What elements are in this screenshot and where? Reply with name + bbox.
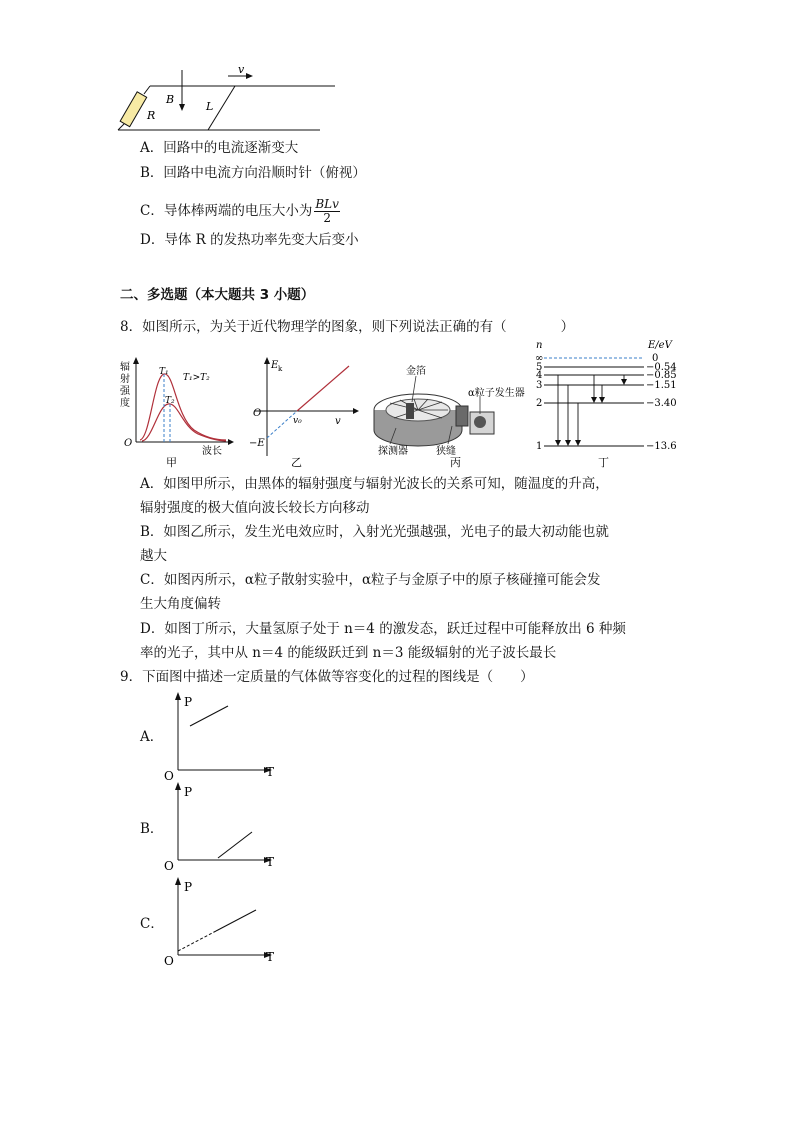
- q9-option-c-label[interactable]: C．: [140, 916, 164, 932]
- q9-stem: 9．下面图中描述一定质量的气体做等容变化的过程的图线是（ ）: [120, 669, 534, 685]
- svg-text:O: O: [164, 769, 174, 782]
- svg-text:v: v: [335, 416, 341, 427]
- label-r: R: [147, 109, 156, 122]
- fig-bing-alpha-scattering: [370, 356, 530, 470]
- svg-text:T: T: [266, 950, 275, 964]
- svg-text:探测器: 探测器: [378, 446, 408, 457]
- svg-text:O: O: [124, 438, 133, 449]
- curve-t1: [140, 374, 226, 440]
- svg-text:α粒子发生器: α粒子发生器: [468, 388, 525, 399]
- q7-rail-figure: [110, 62, 340, 134]
- q8-option-b-cont: 越大: [140, 548, 167, 564]
- label-b: B: [166, 93, 175, 106]
- q8-option-a[interactable]: A．如图甲所示，由黑体的辐射强度与辐射光波长的关系可知，随温度的升高，: [140, 476, 609, 492]
- svg-text:−E: −E: [249, 438, 265, 449]
- svg-text:P: P: [184, 880, 193, 894]
- fraction-denominator: 2: [323, 211, 331, 225]
- fraction-numerator: BLv: [315, 197, 339, 211]
- svg-text:−13.6: −13.6: [646, 441, 677, 452]
- line-c-dashed: [178, 931, 216, 951]
- svg-text:2: 2: [536, 398, 543, 409]
- line-b: [218, 832, 252, 858]
- svg-text:k: k: [278, 365, 283, 373]
- svg-text:E/eV: E/eV: [648, 340, 672, 351]
- q7-option-a[interactable]: A．回路中的电流逐渐变大: [140, 140, 299, 156]
- q8-stem: 8．如图所示，为关于近代物理学的图象，则下列说法正确的有（ ）: [120, 319, 575, 335]
- svg-text:n: n: [536, 340, 543, 351]
- svg-text:狭缝: 狭缝: [436, 446, 456, 457]
- fig-ding-energy-levels: [532, 338, 692, 470]
- svg-text:O: O: [253, 408, 262, 419]
- svg-text:−1.51: −1.51: [646, 380, 677, 391]
- svg-text:v₀: v₀: [293, 416, 302, 426]
- svg-text:T: T: [266, 765, 275, 779]
- svg-text:∞: ∞: [535, 353, 544, 364]
- q7-option-b[interactable]: B．回路中电流方向沿顺时针（俯视）: [140, 165, 366, 181]
- fraction: [314, 198, 340, 225]
- q9-option-a-label[interactable]: A．: [140, 729, 164, 745]
- line-a: [190, 706, 228, 726]
- q8-option-d[interactable]: D．如图丁所示，大量氢原子处于 n＝4 的激发态，跃迁过程中可能释放出 6 种频: [140, 621, 626, 637]
- label-v: v: [238, 63, 245, 76]
- svg-text:−3.40: −3.40: [646, 398, 677, 409]
- svg-text:O: O: [164, 859, 174, 872]
- svg-text:波长: 波长: [202, 446, 222, 457]
- svg-text:金箔: 金箔: [406, 366, 426, 377]
- fig-jia-blackbody: [114, 356, 234, 470]
- svg-text:辐: 辐: [120, 362, 130, 373]
- svg-text:−0.85: −0.85: [646, 370, 677, 381]
- q7-option-d[interactable]: D．导体 R 的发热功率先变大后变小: [140, 232, 359, 248]
- q8-option-a-cont: 辐射强度的极大值向波长较长方向移动: [140, 500, 370, 516]
- svg-text:T₂: T₂: [165, 396, 175, 406]
- caption-ding: 丁: [598, 456, 609, 469]
- curve-t2: [142, 404, 226, 441]
- svg-text:度: 度: [120, 398, 130, 409]
- caption-bing: 丙: [450, 456, 461, 469]
- q9-option-b-label[interactable]: B．: [140, 821, 164, 837]
- svg-text:O: O: [164, 954, 174, 967]
- q8-option-c-cont: 生大角度偏转: [140, 596, 221, 612]
- svg-text:射: 射: [120, 374, 130, 385]
- svg-text:强: 强: [120, 386, 130, 397]
- svg-text:P: P: [184, 785, 193, 799]
- q7-option-c-text: C．导体棒两端的电压大小为: [140, 203, 313, 219]
- ek-line: [297, 366, 349, 411]
- q8-option-c[interactable]: C．如图丙所示，α粒子散射实验中，α粒子与金原子中的原子核碰撞可能会发: [140, 572, 601, 588]
- q8-option-d-cont: 率的光子，其中从 n＝4 的能级跃迁到 n＝3 能级辐射的光子波长最长: [140, 645, 557, 661]
- svg-text:T₁: T₁: [159, 367, 169, 377]
- svg-text:E: E: [271, 360, 279, 371]
- q9-graph-a[interactable]: [160, 690, 280, 782]
- svg-text:T: T: [266, 855, 275, 869]
- svg-text:1: 1: [536, 441, 543, 452]
- line-c-solid: [216, 910, 256, 931]
- svg-text:4: 4: [536, 370, 543, 381]
- svg-text:T₁>T₂: T₁>T₂: [183, 373, 210, 383]
- caption-jia: 甲: [166, 456, 177, 469]
- svg-text:0: 0: [652, 353, 659, 364]
- svg-text:−0.54: −0.54: [646, 362, 677, 373]
- section-title: 二、多选题（本大题共 3 小题）: [120, 287, 315, 303]
- caption-yi: 乙: [291, 456, 302, 469]
- svg-text:P: P: [184, 695, 193, 709]
- q7-option-c[interactable]: [140, 198, 340, 225]
- svg-text:5: 5: [536, 362, 543, 373]
- q9-graph-b[interactable]: [160, 780, 280, 872]
- q9-graph-c[interactable]: [160, 875, 280, 967]
- fig-yi-photoelectric: [245, 356, 360, 470]
- resistor-r: [120, 92, 147, 127]
- label-l: L: [206, 100, 214, 113]
- q8-option-b[interactable]: B．如图乙所示，发生光电效应时，入射光光强越强，光电子的最大初动能也就: [140, 524, 609, 540]
- svg-text:3: 3: [536, 380, 543, 391]
